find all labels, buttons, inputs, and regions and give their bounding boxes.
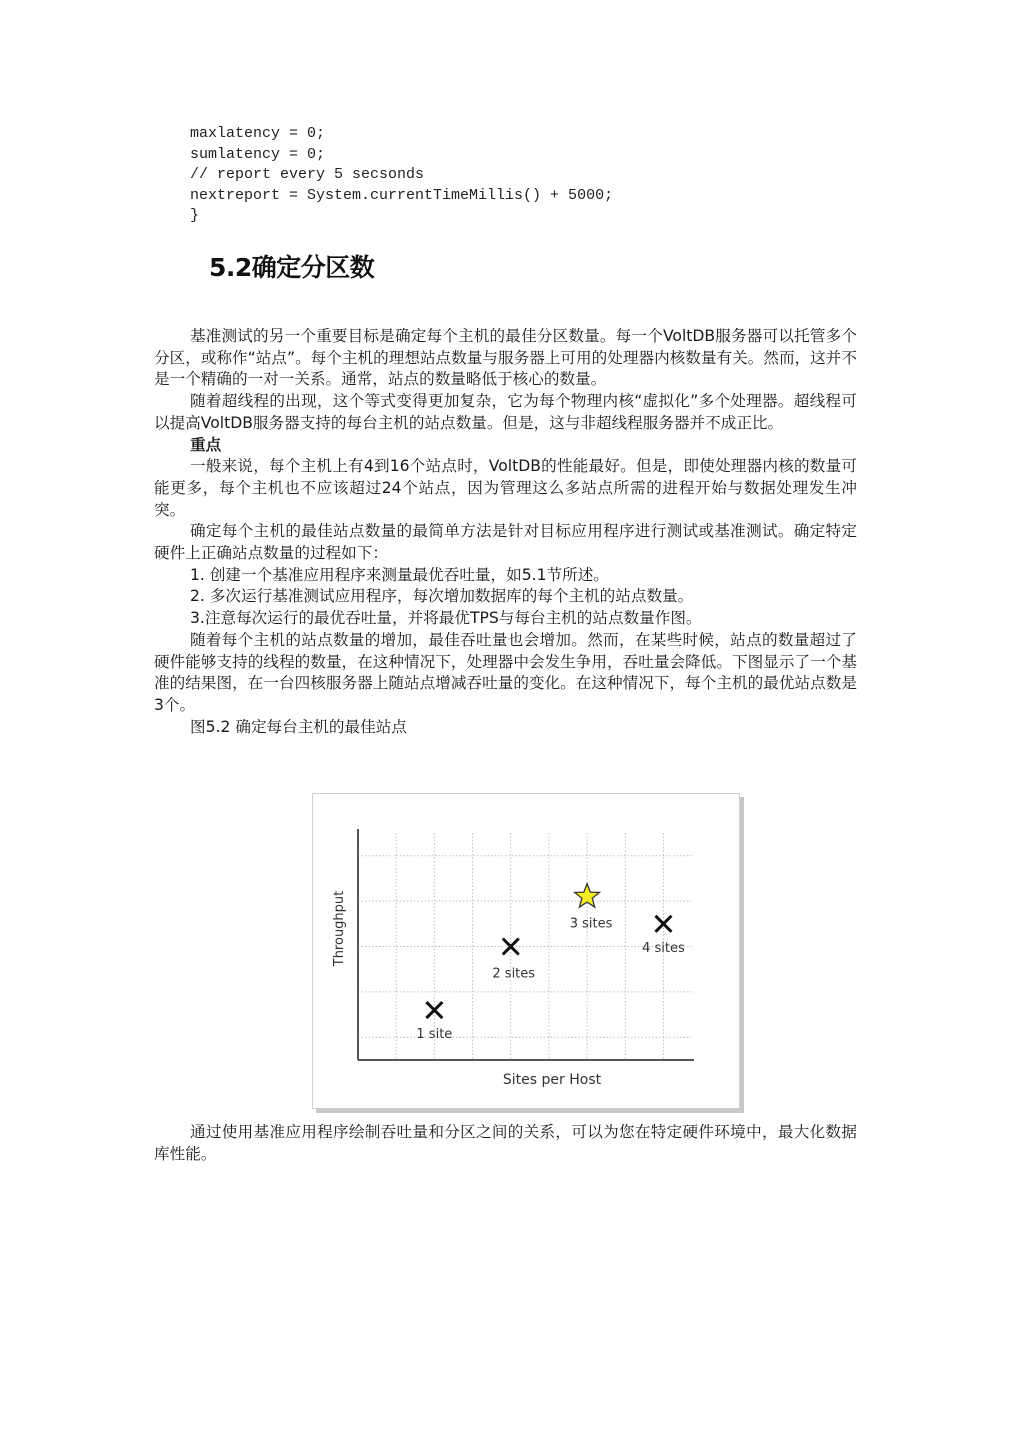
- code-line: sumlatency = 0;: [190, 145, 326, 163]
- paragraph: 基准测试的另一个重要目标是确定每个主机的最佳分区数量。每一个VoltDB服务器可以托管多个分区，或称作“站点”。每个主机的理想站点数量与服务器上可用的处理器内核数量有关。然而，这并不是一个精确的一对一关系。通常，站点的数量略低于核心的数量。: [154, 327, 857, 389]
- key-point-label: 重点: [190, 435, 222, 454]
- code-line: // report every 5 secsonds: [190, 166, 425, 184]
- list-item: 3.注意每次运行的最优吞吐量，并将最优TPS与每台主机的站点数量作图。: [190, 609, 702, 628]
- data-label: 1 site: [416, 1027, 453, 1043]
- body-text: [154, 326, 857, 738]
- paragraph: 通过使用基准应用程序绘制吞吐量和分区之间的关系，可以为您在特定硬件环境中，最大化数据库性能。: [154, 1123, 857, 1163]
- list-item: 2. 多次运行基准测试应用程序，每次增加数据库的每个主机的站点数量。: [190, 587, 694, 606]
- closing-text: [154, 1122, 857, 1165]
- code-line: }: [190, 207, 200, 225]
- paragraph: 确定每个主机的最佳站点数量的最简单方法是针对目标应用程序进行测试或基准测试。确定特定硬件上正确站点数量的过程如下：: [154, 522, 857, 563]
- code-snippet: [190, 124, 613, 227]
- data-label: 2 sites: [492, 966, 536, 982]
- figure-caption: 图5.2 确定每台主机的最佳站点: [190, 717, 407, 736]
- figure-sites-chart: [312, 793, 740, 1109]
- section-heading: 5.2确定分区数: [209, 253, 375, 282]
- paragraph: 随着超线程的出现，这个等式变得更加复杂，它为每个物理内核“虚拟化”多个处理器。超线程可以提高VoltDB服务器支持的每台主机的站点数量。但是，这与非超线程服务器并不成正比。: [154, 392, 857, 432]
- paragraph: 随着每个主机的站点数量的增加，最佳吞吐量也会增加。然而，在某些时候，站点的数量超过了硬件能够支持的线程的数量，在这种情况下，处理器中会发生争用，吞吐量会降低。下图显示了一个基准的结果图，在一台四核服务器上随站点增减吞吐量的变化。在这种情况下，每个主机的最优站点数是3个。: [154, 630, 857, 714]
- list-item: 1. 创建一个基准应用程序来测量最优吞吐量，如5.1节所述。: [190, 565, 609, 584]
- code-line: nextreport = System.currentTimeMillis() + 5000;: [190, 186, 614, 204]
- code-line: maxlatency = 0;: [190, 125, 326, 142]
- paragraph: 一般来说，每个主机上有4到16个站点时，VoltDB的性能最好。但是，即使处理器内核的数量可能更多，每个主机也不应该超过24个站点，因为管理这么多站点所需的进程开始与数据处理发生冲突。: [154, 457, 857, 519]
- data-label: 3 sites: [569, 916, 613, 932]
- x-axis-label: Sites per Host: [502, 1072, 602, 1088]
- scatter-chart: [312, 793, 740, 1109]
- y-axis-label: Throughput: [332, 890, 347, 967]
- data-label: 4 sites: [642, 940, 685, 956]
